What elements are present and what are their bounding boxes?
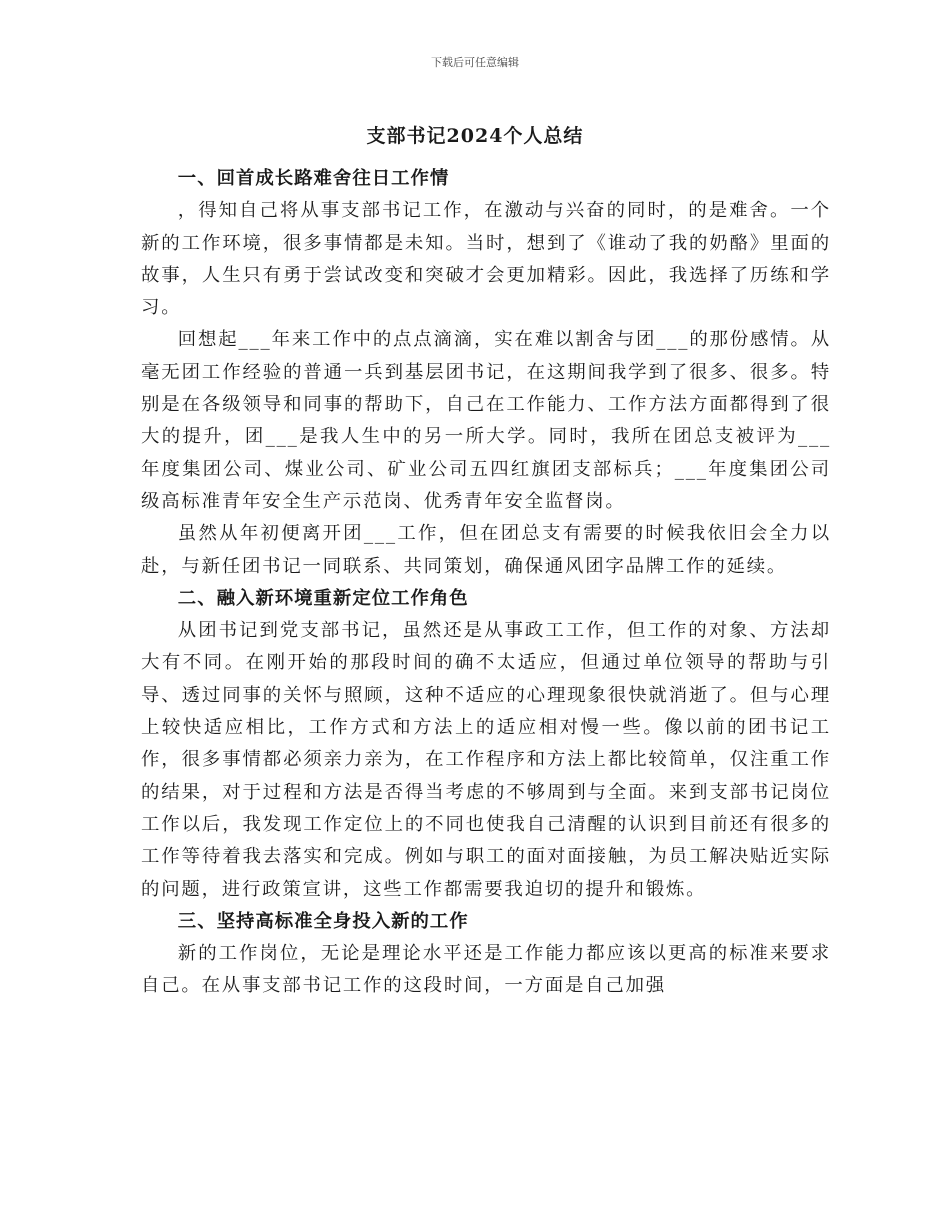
paragraph: 虽然从年初便离开团___工作，但在团总支有需要的时候我依旧会全力以赴，与新任团书记一同联系、共同策划，确保通风团字品牌工作的延续。 — [141, 523, 831, 577]
paragraph: 回想起___年来工作中的点点滴滴，实在难以割舍与团___的那份感情。从毫无团工作经验的普通一兵到基层团书记，在这期间我学到了很多、很多。特别是在各级领导和同事的帮助下，自己在工作能力、工作方法方面都得到了很大的提升，团___是我人生中的另一所大学。同时，我所在团总支被评为___年度集团公司、煤业公司、矿业公司五四红旗团支部标兵；___年度集团公司级高标准青年安全生产示范岗、优秀青年安全监督岗。 — [141, 329, 831, 512]
paragraph: ，得知自己将从事支部书记工作，在激动与兴奋的同时，的是难舍。一个新的工作环境，很多事情都是未知。当时，想到了《谁动了我的奶酪》里面的故事，人生只有勇于尝试改变和突破才会更加精彩。因此，我选择了历练和学习。 — [141, 200, 831, 319]
section-heading-2: 二、融入新环境重新定位工作角色 — [177, 587, 469, 609]
paragraph: 从团书记到党支部书记，虽然还是从事政工工作，但工作的对象、方法却大有不同。在刚开始的那段时间的确不太适应，但通过单位领导的帮助与引导、透过同事的关怀与照顾，这种不适应的心理现象很快就消逝了。但与心理上较快适应相比，工作方式和方法上的适应相对慢一些。像以前的团书记工作，很多事情都必须亲力亲为，在工作程序和方法上都比较简单，仅注重工作的结果，对于过程和方法是否得当考虑的不够周到与全面。来到支部书记岗位工作以后，我发现工作定位上的不同也使我自己清醒的认识到目前还有很多的工作等待着我去落实和完成。例如与职工的面对面接触，为员工解决贴近实际的问题，进行政策宣讲，这些工作都需要我迫切的提升和锻炼。 — [141, 620, 831, 900]
section-heading-1: 一、回首成长路难舍往日工作情 — [177, 168, 450, 189]
paragraph: 新的工作岗位，无论是理论水平还是工作能力都应该以更高的标准来要求自己。在从事支部书记工作的这段时间，一方面是自己加强 — [141, 943, 831, 997]
section-heading-3: 三、坚持高标准全身投入新的工作 — [177, 910, 469, 932]
document-body — [141, 163, 831, 1003]
document-title: 支部书记2024个人总结 — [366, 125, 584, 147]
header-note: 下载后可任意编辑 — [431, 56, 519, 69]
